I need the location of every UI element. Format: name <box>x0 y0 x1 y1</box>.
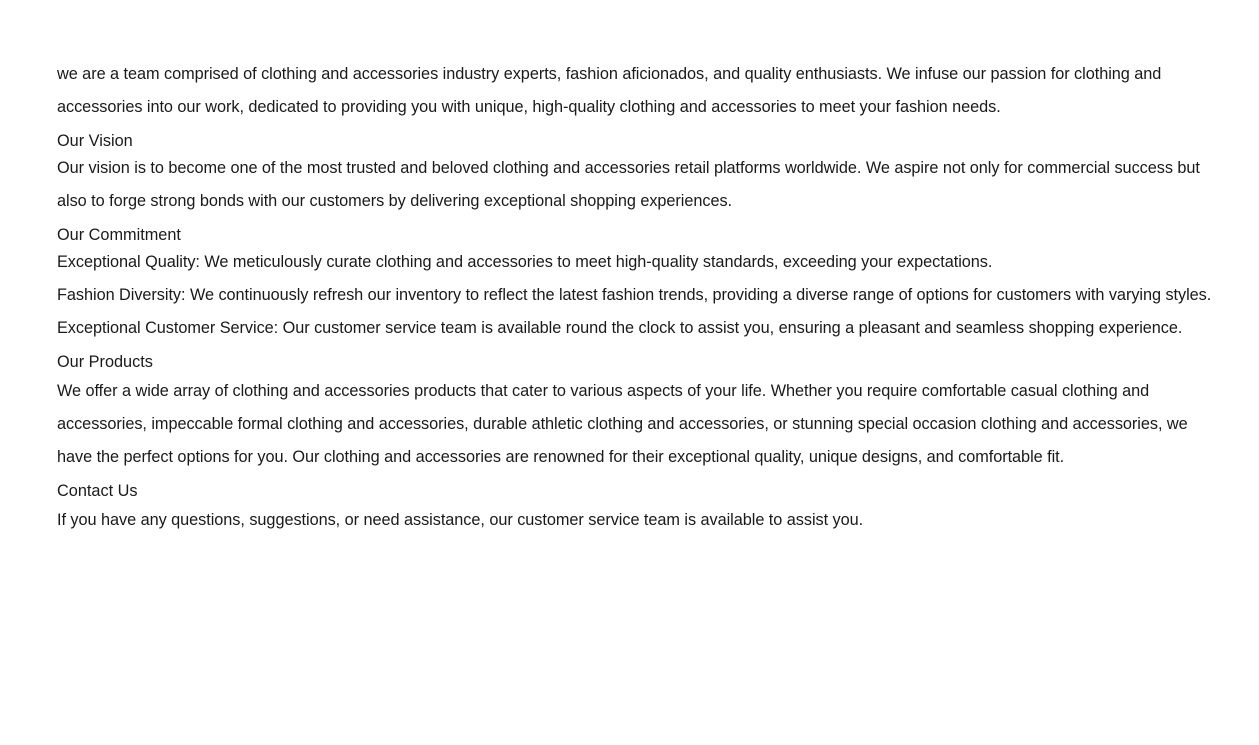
vision-heading: Our Vision <box>57 132 133 150</box>
commitment-heading: Our Commitment <box>57 226 181 244</box>
commitment-item-quality: Exceptional Quality: We meticulously curate clothing and accessories to meet high-quality standards, exceeding your expectations. <box>57 253 993 271</box>
vision-paragraph: Our vision is to become one of the most trusted and beloved clothing and accessories retail platforms worldwide. We aspire not only for commercial success but also to forge strong bonds with our customers by delivering exceptional shopping experiences. <box>57 159 1200 210</box>
products-heading: Our Products <box>57 353 153 371</box>
about-content <box>57 58 1217 537</box>
contact-heading: Contact Us <box>57 482 138 500</box>
intro-paragraph: we are a team comprised of clothing and accessories industry experts, fashion aficionados, and quality enthusiasts. We infuse our passion for clothing and accessories into our work, dedicated to providing you with unique, high-quality clothing and accessories to meet your fashion needs. <box>57 65 1162 116</box>
products-paragraph: We offer a wide array of clothing and accessories products that cater to various aspects of your life. Whether you require comfortable casual clothing and accessories, impeccable formal clothing and accessories, durable athletic clothing and accessories, or stunning special occasion clothing and accessories, we have the perfect options for you. Our clothing and accessories are renowned for their exceptional quality, unique designs, and comfortable fit. <box>57 382 1188 466</box>
commitment-item-service: Exceptional Customer Service: Our customer service team is available round the clock to assist you, ensuring a pleasant and seamless shopping experience. <box>57 319 1183 337</box>
commitment-item-diversity: Fashion Diversity: We continuously refresh our inventory to reflect the latest fashion trends, providing a diverse range of options for customers with varying styles. <box>57 286 1212 304</box>
contact-paragraph: If you have any questions, suggestions, or need assistance, our customer service team is available to assist you. <box>57 511 864 529</box>
